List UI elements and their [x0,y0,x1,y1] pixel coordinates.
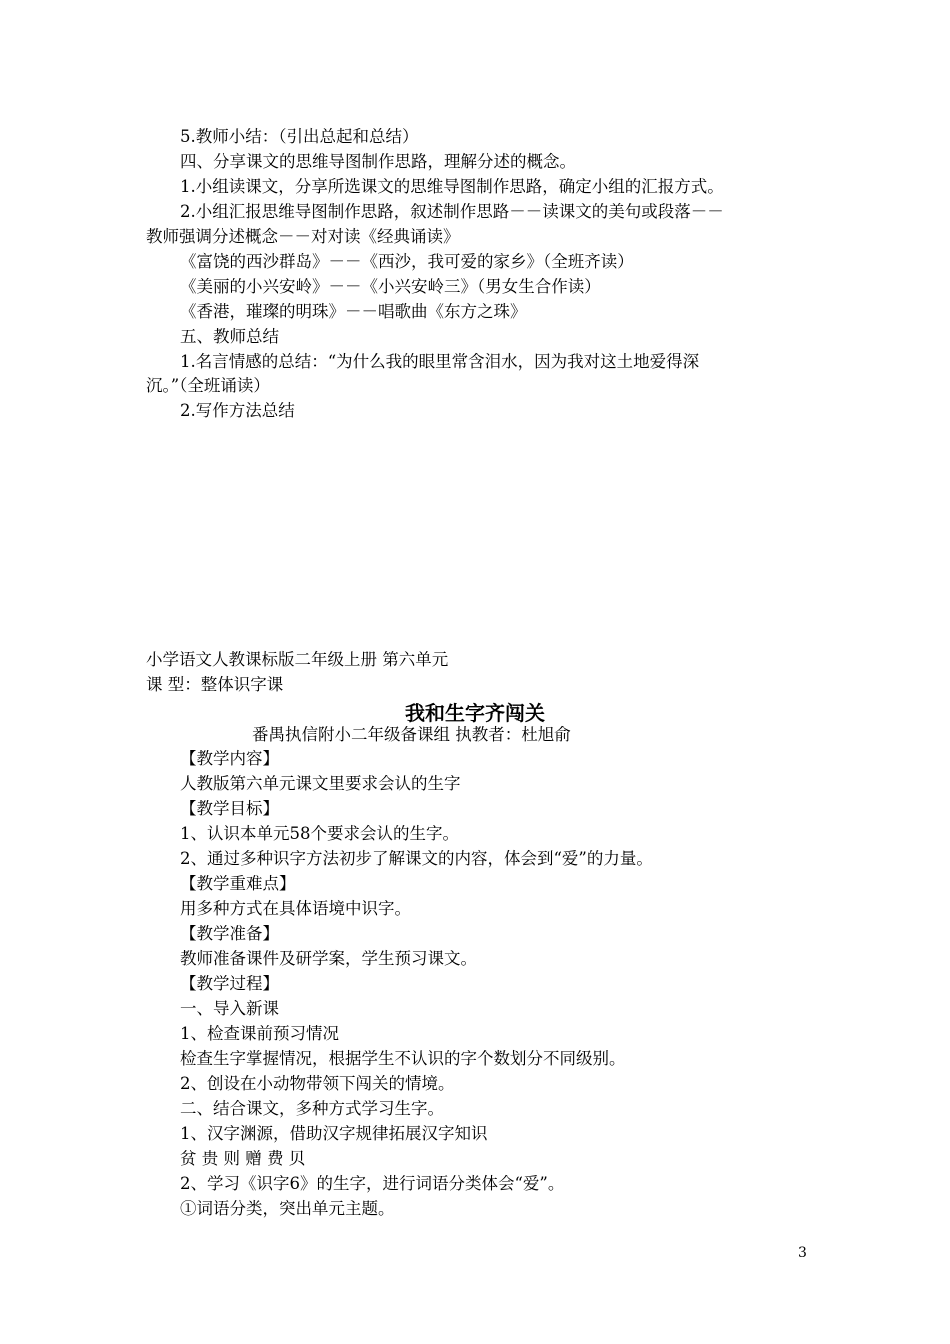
text-line: 2、学习《识字6》的生字，进行词语分类体会“爱”。 [180,1174,565,1193]
text-line: 检查生字掌握情况，根据学生不认识的字个数划分不同级别。 [180,1049,626,1068]
text-line: 1.名言情感的总结：“为什么我的眼里常含泪水，因为我对这土地爱得深 [180,352,700,371]
text-line: 二、结合课文，多种方式学习生字。 [180,1099,444,1118]
text-line: 教师准备课件及研学案，学生预习课文。 [180,949,477,968]
page-number: 3 [798,1245,807,1261]
text-line: 1、汉字渊源，借助汉字规律拓展汉字知识 [180,1124,488,1143]
section-heading: 【教学过程】 [180,974,279,993]
text-line: 2.小组汇报思维导图制作思路，叙述制作思路－－读课文的美句或段落－－ [180,202,724,221]
section-heading: 【教学准备】 [180,924,279,943]
lesson-type: 课 型：整体识字课 [146,675,284,694]
section-heading: 【教学重难点】 [180,874,296,893]
section-heading: 【教学内容】 [180,749,279,768]
section-heading: 【教学目标】 [180,799,279,818]
text-line: 人教版第六单元课文里要求会认的生字 [180,774,461,793]
lesson-header: 小学语文人教课标版二年级上册 第六单元 [146,650,449,669]
text-line: 用多种方式在具体语境中识字。 [180,899,411,918]
character-list: 贫 贵 则 赠 费 贝 [180,1149,306,1168]
text-line: 5.教师小结：（引出总起和总结） [180,127,419,146]
text-line: 2、创设在小动物带领下闯关的情境。 [180,1074,455,1093]
text-line: 1、认识本单元58个要求会认的生字。 [180,824,459,843]
text-line: 2、通过多种识字方法初步了解课文的内容，体会到“爱”的力量。 [180,849,653,868]
text-line: 《美丽的小兴安岭》－－《小兴安岭三》（男女生合作读） [180,277,601,296]
text-line: 一、导入新课 [180,999,279,1018]
text-line: 沉。”（全班诵读） [146,376,270,395]
text-line: 2.写作方法总结 [180,401,295,420]
lesson-title: 我和生字齐闯关 [405,701,545,725]
text-line: 1、检查课前预习情况 [180,1024,339,1043]
text-line: 《香港，璀璨的明珠》－－唱歌曲《东方之珠》 [180,302,527,321]
text-line: 五、教师总结 [180,327,279,346]
text-line: 四、分享课文的思维导图制作思路，理解分述的概念。 [180,152,576,171]
text-line: ①词语分类，突出单元主题。 [180,1199,395,1218]
text-line: 教师强调分述概念－－对对读《经典诵读》 [146,227,460,246]
text-line: 1.小组读课文，分享所选课文的思维导图制作思路，确定小组的汇报方式。 [180,177,724,196]
text-line: 《富饶的西沙群岛》－－《西沙，我可爱的家乡》（全班齐读） [180,252,634,271]
lesson-byline: 番禺执信附小二年级备课组 执教者：杜旭俞 [252,725,571,744]
